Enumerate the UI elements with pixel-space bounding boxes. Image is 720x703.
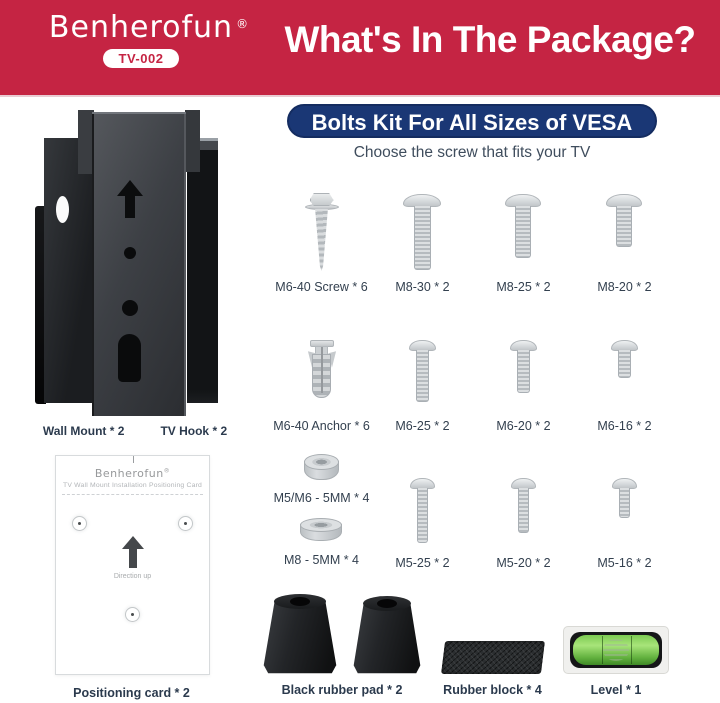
rubber-block-label: Rubber block * 4 (443, 683, 542, 697)
mount-left-hook (44, 138, 94, 403)
card-subtitle: TV Wall Mount Installation Positioning Card (62, 482, 203, 489)
bolt-item-label: M5-20 * 2 (496, 556, 551, 570)
tv-hook-label: TV Hook * 2 (160, 424, 228, 438)
wall-mount-image (35, 108, 225, 420)
bolts-row-3 (271, 452, 675, 570)
spacer-icon (300, 518, 342, 541)
bubble-level-icon (563, 626, 669, 674)
top-banner (0, 0, 720, 97)
level-group (556, 626, 676, 697)
spacer-items (274, 452, 370, 570)
rubber-block-group (430, 641, 555, 697)
mount-slot-hole (56, 196, 69, 223)
card-brand: Benherofun® (94, 467, 171, 480)
bolt-item-label: M6-40 Anchor * 6 (273, 419, 370, 433)
machine-screw-icon (612, 478, 637, 518)
bolt-item (597, 452, 651, 570)
bolt-item (273, 337, 370, 433)
rubber-pads-group (252, 594, 432, 697)
bolt-item (496, 337, 550, 433)
bolt-item (395, 452, 449, 570)
machine-screw-icon (511, 478, 536, 533)
bolt-item (496, 180, 550, 294)
registered-trademark-icon: ® (163, 467, 171, 475)
machine-screw-icon (611, 340, 638, 378)
bolt-item-label: M6-40 Screw * 6 (275, 280, 368, 294)
crosshair-icon (125, 607, 140, 622)
card-center-tick (133, 456, 134, 463)
machine-screw-icon (606, 194, 642, 247)
bolt-item-label: M8-25 * 2 (496, 280, 551, 294)
bolt-item (597, 180, 651, 294)
mount-hole (124, 247, 136, 259)
mount-labels (15, 424, 255, 438)
direction-up-label: Direction up (113, 573, 152, 580)
mount-right-hook (187, 140, 218, 403)
machine-screw-icon (409, 340, 436, 402)
bolt-item-label: M6-20 * 2 (496, 419, 551, 433)
bolt-item-label: M8-20 * 2 (597, 280, 652, 294)
bolt-item (496, 452, 550, 570)
bolt-item-label: M6-25 * 2 (395, 419, 450, 433)
level-label: Level * 1 (590, 683, 642, 697)
bolt-item (395, 337, 449, 433)
positioning-card-label: Positioning card * 2 (73, 686, 190, 700)
bolt-item (395, 180, 449, 294)
positioning-card-image (55, 455, 210, 675)
up-arrow-icon (122, 536, 144, 570)
mount-keyhole-slot (118, 334, 141, 382)
crosshair-icon (178, 516, 193, 531)
spacer-icon (304, 454, 339, 480)
page-title: What's In The Package? (284, 19, 696, 60)
brand-logo (36, 8, 250, 68)
rubber-pad-icon (263, 594, 337, 674)
machine-screw-icon (505, 194, 541, 258)
rubber-block-icon (440, 641, 544, 674)
crosshair-icon (72, 516, 87, 531)
rubber-pad-icon (353, 596, 421, 674)
machine-screw-icon (510, 340, 537, 393)
mount-right-shoulder (185, 110, 200, 172)
bolt-item-label: M6-16 * 2 (597, 419, 652, 433)
bolt-item (275, 180, 367, 294)
bolts-row-1 (271, 180, 675, 294)
registered-trademark-icon: ® (236, 17, 250, 31)
model-badge: TV-002 (103, 49, 180, 68)
bolt-item-label: M8-30 * 2 (395, 280, 450, 294)
bolt-item-label: M5/M6 - 5MM * 4 (273, 491, 370, 505)
bolts-kit-subheader: Choose the screw that fits your TV (353, 144, 591, 161)
lag-screw-icon (305, 193, 339, 271)
up-arrow-icon (117, 180, 143, 220)
machine-screw-icon (410, 478, 435, 543)
bolt-item-label: M5-25 * 2 (395, 556, 450, 570)
brand-name (48, 8, 250, 48)
bolts-kit-header: Bolts Kit For All Sizes of VESA (287, 104, 657, 138)
wall-mount-label: Wall Mount * 2 (42, 424, 125, 438)
bolt-item-label: M5-16 * 2 (597, 556, 652, 570)
bolts-row-2 (271, 337, 675, 433)
rubber-pad-label: Black rubber pad * 2 (281, 683, 403, 697)
machine-screw-icon (403, 194, 441, 270)
wall-anchor-icon (305, 340, 339, 406)
card-dashed-line (62, 494, 203, 495)
brand-name-text: Benherofun (48, 10, 234, 45)
bolt-item-label: M8 - 5MM * 4 (283, 553, 359, 567)
bolt-item (597, 337, 651, 433)
mount-hole (122, 300, 138, 316)
